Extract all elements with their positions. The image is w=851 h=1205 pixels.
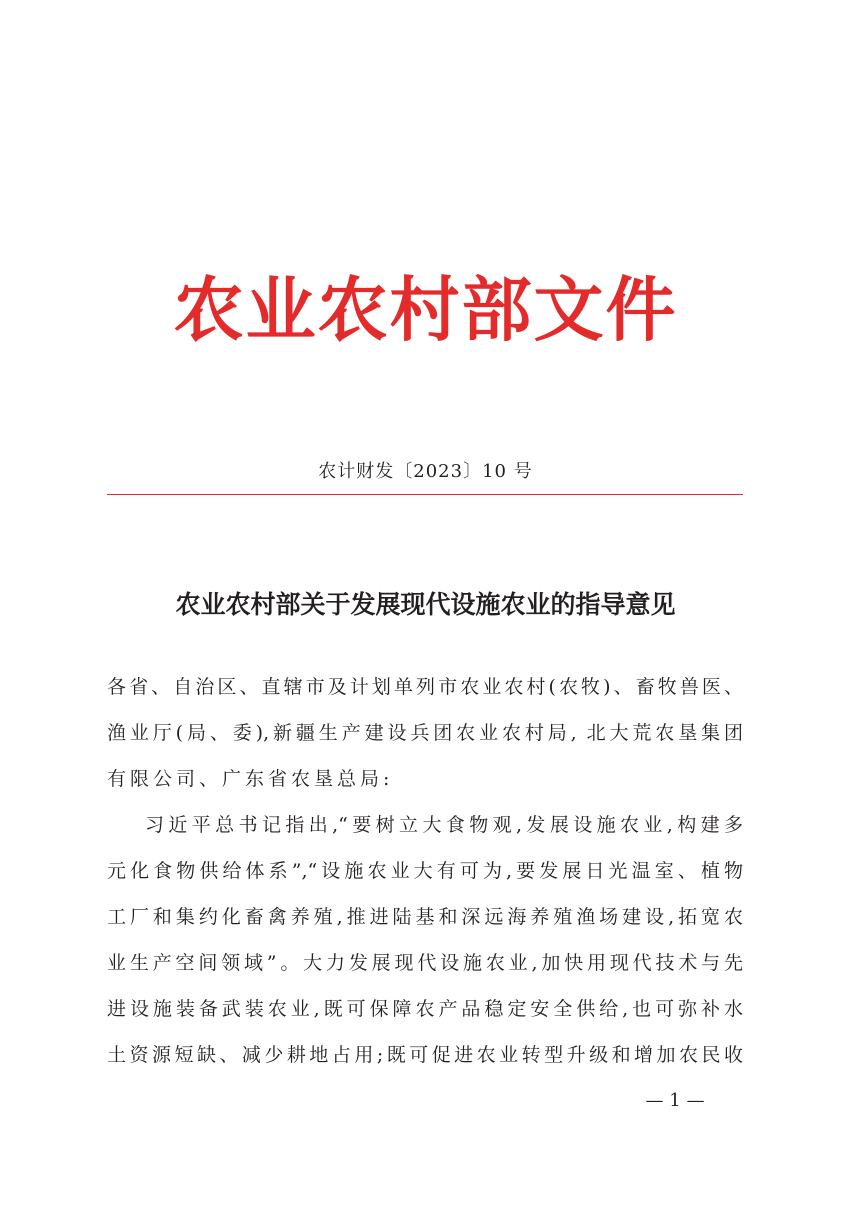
document-number: 农计财发〔2023〕10 号 [318, 461, 533, 482]
masthead-title: 农业农村部文件 [173, 268, 678, 351]
body-line: 业生产空间领域”。大力发展现代设施农业,加快用现代技术与先 [107, 952, 743, 974]
addressee-line: 有限公司、广东省农垦总局: [107, 768, 394, 790]
document-title: 农业农村部关于发展现代设施农业的指导意见 [175, 590, 676, 619]
body-line: 进设施装备武装农业,既可保障农产品稳定安全供给,也可弥补水 [107, 998, 743, 1020]
page-number: — 1 — [645, 1090, 705, 1111]
red-separator-line [107, 494, 743, 495]
body-line: 元化食物供给体系”,“设施农业大有可为,要发展日光温室、植物 [107, 860, 743, 882]
addressee-line: 各省、自治区、直辖市及计划单列市农业农村(农牧)、畜牧兽医、 [107, 676, 743, 698]
addressee-line: 渔业厅(局、委),新疆生产建设兵团农业农村局, 北大荒农垦集团 [107, 722, 743, 744]
body-line: 土资源短缺、减少耕地占用;既可促进农业转型升级和增加农民收 [107, 1044, 743, 1066]
body-line: 习近平总书记指出,“要树立大食物观,发展设施农业,构建多 [145, 814, 743, 836]
body-line: 工厂和集约化畜禽养殖,推进陆基和深远海养殖渔场建设,拓宽农 [107, 906, 743, 928]
